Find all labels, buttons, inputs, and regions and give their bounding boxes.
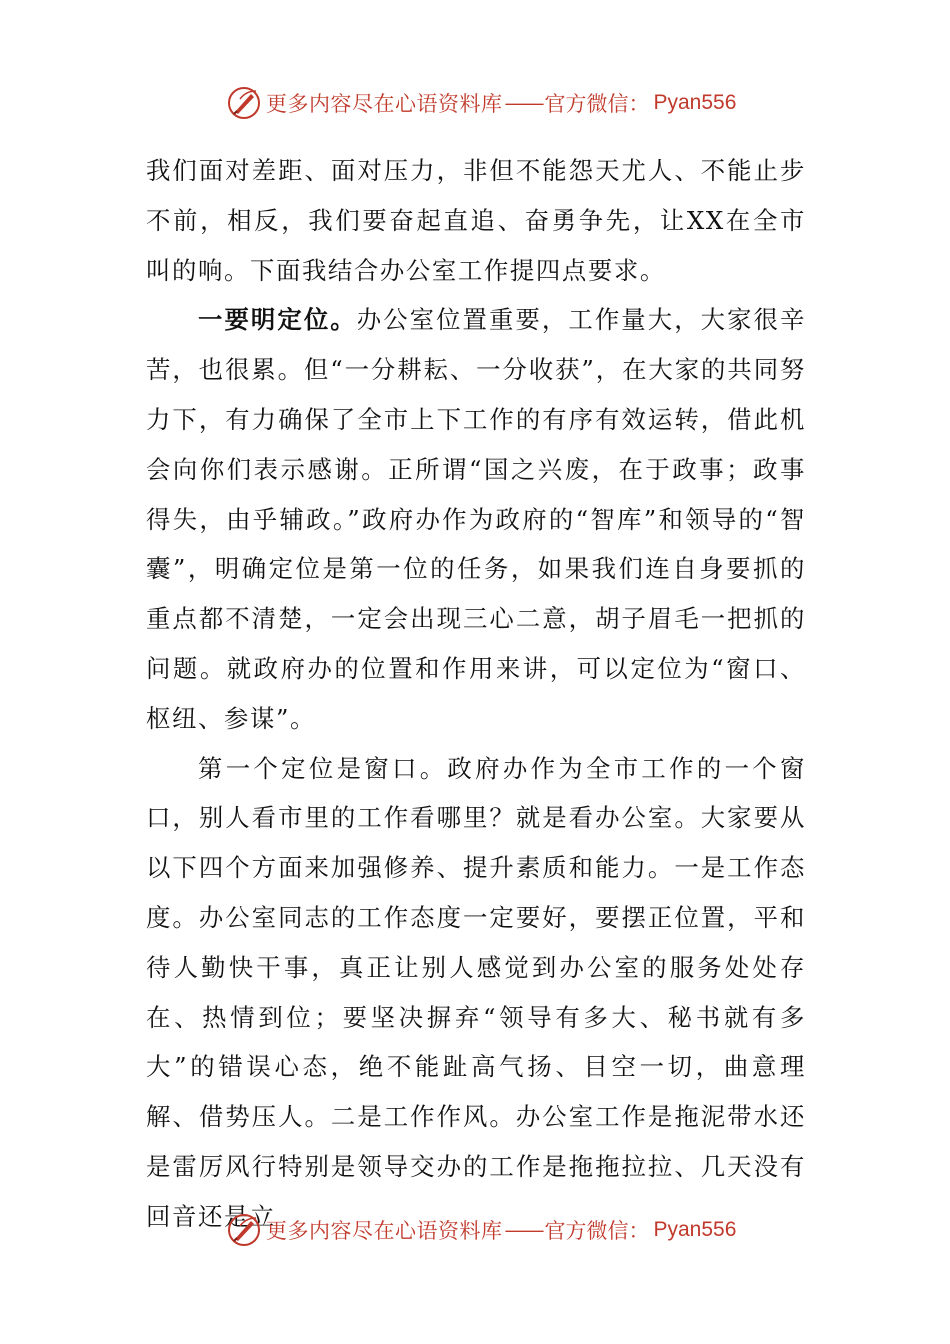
banner-wechat-id: Pyan556 <box>653 91 737 114</box>
banner-separator: —— <box>504 91 543 115</box>
paragraph-1 <box>146 146 806 295</box>
paragraph-2 <box>146 295 806 743</box>
footer-watermark-banner <box>226 1210 736 1250</box>
paragraph-1-text: 我们面对差距、面对压力，非但不能怨天尤人、不能止步不前，相反，我们要奋起直追、奋勇争先，让XX在全市叫的响。下面我结合办公室工作提四点要求。 <box>146 156 806 285</box>
quill-pen-logo-icon <box>226 1212 262 1248</box>
banner-brand-text: 更多内容尽在心语资料库 <box>266 1219 503 1243</box>
banner-wechat-label: 官方微信： <box>544 1219 650 1243</box>
paragraph-3-text: 第一个定位是窗口。政府办作为全市工作的一个窗口，别人看市里的工作看哪里？就是看办公室。大家要从以下四个方面来加强修养、提升素质和能力。一是工作态度。办公室同志的工作态度一定要好，要摆正位置，平和待人勤快干事，真正让别人感觉到办公室的服务处处存在、热情到位；要坚决摒弃“领导有多大、秘书就有多大”的错误心态，绝不能趾高气扬、目空一切，曲意理解、借势压人。二是工作作风。办公室工作是拖泥带水还是雷厉风行特别是领导交办的工作是拖拖拉拉、几天没有回音还是立 <box>146 753 806 1231</box>
quill-pen-logo-icon <box>226 85 262 121</box>
paragraph-2-lead-heading: 一要明定位。 <box>198 305 357 335</box>
banner-separator: —— <box>504 1218 543 1242</box>
paragraph-2-text: 办公室位置重要，工作量大，大家很辛苦，也很累。但“一分耕耘、一分收获”，在大家的共同努力下，有力确保了全市上下工作的有序有效运转，借此机会向你们表示感谢。正所谓“国之兴废，在于政事；政事得失，由乎辅政。”政府办作为政府的“智库”和领导的“智囊”，明确定位是第一位的任务，如果我们连自身要抓的重点都不清楚，一定会出现三心二意，胡子眉毛一把抓的问题。就政府办的位置和作用来讲，可以定位为“窗口、枢纽、参谋”。 <box>146 305 806 733</box>
header-watermark-banner <box>226 83 736 123</box>
banner-wechat-id: Pyan556 <box>653 1218 737 1241</box>
document-body <box>146 146 806 1242</box>
banner-brand-text: 更多内容尽在心语资料库 <box>266 92 503 116</box>
paragraph-3 <box>146 744 806 1242</box>
banner-wechat-label: 官方微信： <box>544 92 650 116</box>
